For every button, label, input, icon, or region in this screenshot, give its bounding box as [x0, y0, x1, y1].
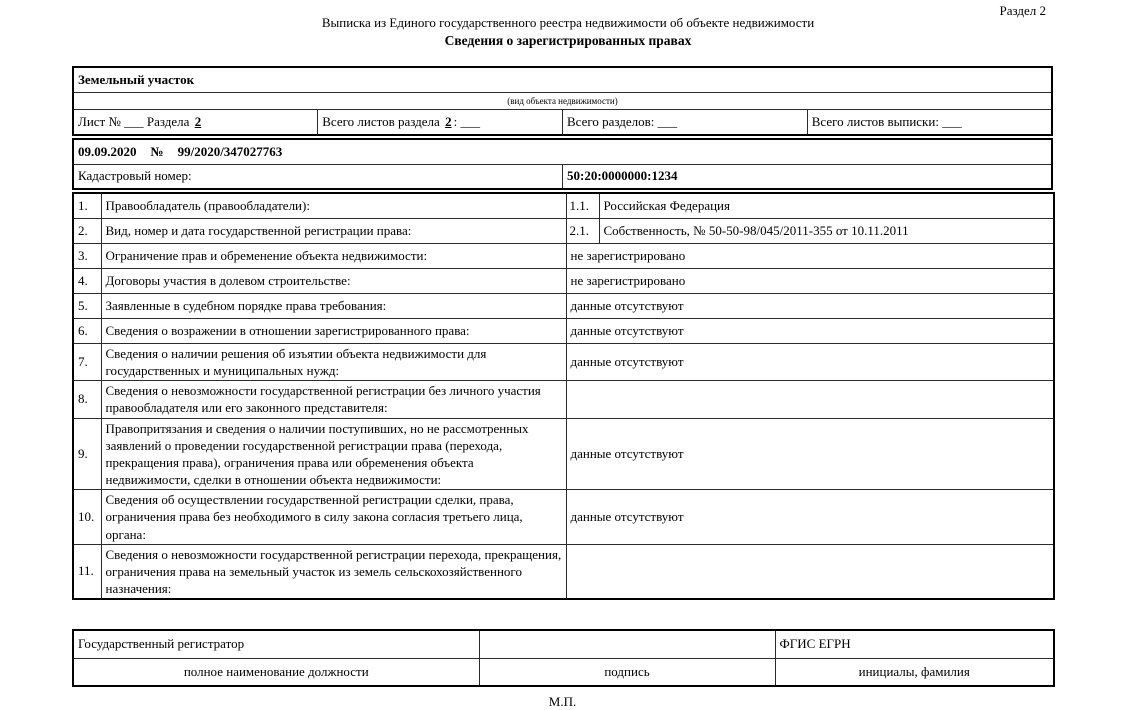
total-extract-sheets-label: Всего листов выписки:: [811, 113, 939, 129]
cadastral-value: 50:20:0000000:1234: [563, 164, 1053, 189]
row-value: Российская Федерация: [603, 198, 730, 213]
section-label: Раздел 2: [999, 3, 1046, 18]
position-caption: полное наименование должности: [73, 658, 479, 686]
row-number: 4.: [73, 269, 101, 294]
row-value-cell: [566, 319, 1054, 344]
total-sections-blank: ___: [657, 113, 678, 129]
total-extract-sheets-cell: [807, 109, 1052, 135]
name-caption: инициалы, фамилия: [775, 658, 1054, 686]
row-value: данные отсутствуют: [570, 323, 684, 338]
row-number: 9.: [73, 418, 101, 490]
total-sheets-colon: :: [453, 113, 458, 129]
sheet-prefix: Лист №: [78, 113, 121, 129]
row-value-cell: [566, 219, 1054, 244]
cadastral-label: Кадастровый номер:: [73, 164, 563, 189]
document-title: Выписка из Единого государственного реестра недвижимости об объекте недвижимости: [321, 15, 815, 30]
total-sheets-blank: ___: [460, 113, 480, 129]
row-value: [567, 570, 575, 572]
row-value: не зарегистрировано: [570, 273, 686, 288]
table-row: [73, 219, 1054, 244]
extract-number: 99/2020/347027763: [177, 143, 283, 159]
row-number: 11.: [73, 544, 101, 599]
row-value-cell: [566, 418, 1054, 490]
signature-empty-cell: [479, 630, 775, 658]
section-number: 2: [194, 113, 202, 129]
table-row: [73, 193, 1054, 219]
row-number: 3.: [73, 244, 101, 269]
registrar-label: Государственный регистратор: [73, 630, 479, 658]
object-type: Земельный участок: [73, 67, 1052, 92]
row-value-cell: [566, 193, 1054, 219]
row-label: Правопритязания и сведения о наличии поступивших, но не рассмотренных заявлений о проведении государственной регистрации права (перехода, прекращения права), ограничения права или обременения объекта недвижимости, сделки в отношении объекта недвижимости:: [101, 418, 566, 490]
row-label: Сведения об осуществлении государственной регистрации сделки, права, ограничения права без необходимого в силу закона согласия третьего лица, органа:: [101, 490, 566, 544]
row-value-cell: [566, 490, 1054, 544]
row-value: данные отсутствуют: [570, 445, 684, 461]
table-row: [73, 418, 1054, 490]
total-sheets-cell: [318, 109, 563, 135]
total-sections-label: Всего разделов:: [567, 113, 655, 129]
row-value: Собственность, № 50-50-98/045/2011-355 от 10.11.2011: [603, 223, 909, 238]
row-number: 1.: [73, 193, 101, 219]
table-row: [73, 344, 1054, 381]
signature-caption: подпись: [479, 658, 775, 686]
row-label: Ограничение прав и обременение объекта недвижимости:: [101, 244, 566, 269]
number-sign: №: [150, 143, 164, 159]
table-row: [73, 319, 1054, 344]
total-extract-sheets-blank: ___: [942, 113, 962, 129]
row-subnumber: 1.1.: [567, 194, 600, 218]
row-label: Сведения о невозможности государственной регистрации перехода, прекращения, ограничения права на земельный участок из земель сельскохозяйственного назначения:: [101, 544, 566, 599]
row-value: [567, 398, 575, 400]
signature-table: [72, 629, 1055, 687]
system-label: ФГИС ЕГРН: [775, 630, 1054, 658]
document-subtitle: Сведения о зарегистрированных правах: [444, 33, 692, 48]
row-value-cell: [566, 269, 1054, 294]
row-number: 7.: [73, 344, 101, 381]
extract-date-cell: [73, 139, 1052, 164]
stamp-placeholder: М.П.: [548, 694, 577, 710]
document-body: [72, 66, 1053, 710]
row-label: Вид, номер и дата государственной регистрации права:: [101, 219, 566, 244]
row-value-cell: [566, 544, 1054, 599]
total-sheets-label: Всего листов раздела: [322, 113, 440, 129]
row-label: Правообладатель (правообладатели):: [101, 193, 566, 219]
document-titles: [0, 15, 1136, 49]
table-row: [73, 544, 1054, 599]
section-word: Раздела: [146, 113, 190, 129]
row-value: не зарегистрировано: [570, 248, 686, 263]
object-header-table: [72, 66, 1053, 136]
table-row: [73, 381, 1054, 418]
total-sections-cell: [563, 109, 808, 135]
row-number: 6.: [73, 319, 101, 344]
row-label: Сведения о наличии решения об изъятии объекта недвижимости для государственных и муниципальных нужд:: [101, 344, 566, 381]
row-subnumber: 2.1.: [567, 219, 600, 243]
row-number: 8.: [73, 381, 101, 418]
row-label: Договоры участия в долевом строительстве:: [101, 269, 566, 294]
table-row: [73, 294, 1054, 319]
row-number: 10.: [73, 490, 101, 544]
row-number: 2.: [73, 219, 101, 244]
object-type-caption: (вид объекта недвижимости): [73, 92, 1052, 109]
row-number: 5.: [73, 294, 101, 319]
table-row: [73, 490, 1054, 544]
row-value: данные отсутствуют: [570, 354, 684, 370]
row-value-cell: [566, 381, 1054, 418]
sheet-number-cell: [73, 109, 318, 135]
meta-table: [72, 138, 1053, 190]
row-value-cell: [566, 344, 1054, 381]
table-row: [73, 269, 1054, 294]
row-value-cell: [566, 294, 1054, 319]
rights-table: [72, 192, 1055, 600]
row-label: Сведения о невозможности государственной регистрации без личного участия правообладателя или его законного представителя:: [101, 381, 566, 418]
total-sheets-number: 2: [445, 113, 452, 129]
row-value: данные отсутствуют: [570, 298, 684, 313]
row-value-cell: [566, 244, 1054, 269]
row-label: Сведения о возражении в отношении зарегистрированного права:: [101, 319, 566, 344]
sheet-blank: ___: [124, 113, 144, 129]
row-label: Заявленные в судебном порядке права требования:: [101, 294, 566, 319]
extract-date: 09.09.2020: [78, 143, 137, 159]
row-value: данные отсутствуют: [570, 508, 684, 524]
table-row: [73, 244, 1054, 269]
